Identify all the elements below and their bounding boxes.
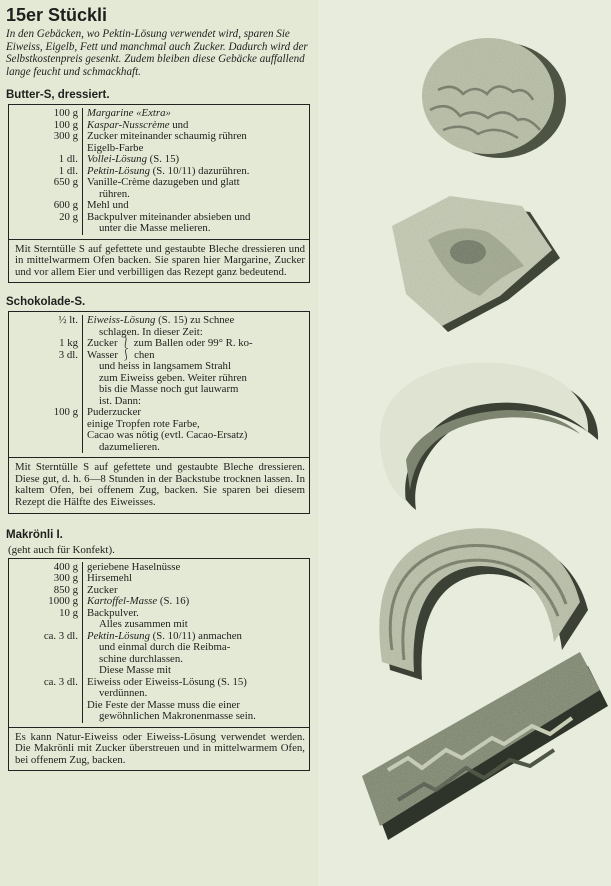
quantity <box>9 361 78 373</box>
quantity <box>9 373 78 385</box>
quantity <box>9 223 78 235</box>
instruction-text: Kartoffel-Masse <box>87 595 158 608</box>
instruction-text: unter die Masse melieren. <box>99 222 211 234</box>
quantity <box>9 442 78 454</box>
recipe-heading: Butter-S, dressiert. <box>6 89 110 101</box>
quantity: 100 g <box>53 118 78 131</box>
instruction-text: bis die Masse noch gut lauwarm <box>99 383 239 396</box>
ingredient-table <box>9 105 309 240</box>
quantity <box>9 430 78 442</box>
triangle-cookie <box>392 196 560 332</box>
quantity: 850 g <box>53 583 78 596</box>
intro-text: In den Gebäcken, wo Pektin-Lösung verwendet wird, sparen Sie Eiweiss, Eigelb, Fett und manchmal auch Zucker. Dadurch wird der Selbstkostenpreis gesenkt. Zudem bleiben diese Gebäcke auffallend lange feucht und schmackhaft. <box>6 28 308 78</box>
instruction-text: Wasser ⎰ chen <box>87 348 155 361</box>
instruction-text-rest: (S. 10/11) anmachen <box>149 629 242 642</box>
instruction-text: Alles zusammen mit <box>99 618 188 631</box>
instruction-text: zum Eiweiss geben. Weiter rühren <box>99 371 247 384</box>
quantity <box>9 654 78 666</box>
bar-cookie <box>362 652 608 840</box>
instruction-text: schine durchlassen. <box>99 652 183 665</box>
quantity <box>9 688 78 700</box>
quantity-column <box>9 315 83 453</box>
quantity-column <box>9 562 83 723</box>
ingredient-table <box>9 312 309 458</box>
instruction-text: Eigelb-Farbe <box>87 141 144 154</box>
quantity: 650 g <box>53 176 78 188</box>
recipe-note: Es kann Natur-Eiweiss oder Eiweiss-Lösung verwendet werden. Die Makrönli mit Zucker überstreuen und in mittelwarmem Ofen, bei offenem Zug, backen. <box>15 730 305 766</box>
recipe-list <box>6 88 314 771</box>
quantity <box>9 700 78 712</box>
instruction-text: Eiweiss oder Eiweiss-Lösung (S. 15) <box>87 675 247 688</box>
instruction-line <box>87 442 307 454</box>
page-title: 15er Stückli <box>6 5 108 25</box>
instruction-text: Backpulver miteinander absieben und <box>87 210 251 223</box>
instruction-text: Cacao was nötig (evtl. Cacao-Ersatz) <box>87 429 248 442</box>
instruction-text: Puderzucker <box>87 406 141 419</box>
instruction-text: Mehl und <box>87 199 129 211</box>
instruction-text: Backpulver. <box>87 606 139 619</box>
quantity: 300 g <box>53 130 78 142</box>
quantity: 100 g <box>53 406 78 419</box>
instruction-text: verdünnen. <box>99 687 148 700</box>
instruction-text: Kaspar-Nusscrème <box>87 118 170 131</box>
instruction-text: schlagen. In dieser Zeit: <box>99 325 203 338</box>
recipe-heading: Schokolade-S. <box>6 296 86 309</box>
quantity: ca. 3 dl. <box>43 675 78 688</box>
instruction-text: Zucker ⎱ zum Ballen oder 99° R. ko- <box>87 337 253 350</box>
instruction-line <box>87 711 307 723</box>
quantity: 3 dl. <box>58 348 78 361</box>
quantity: 10 g <box>59 606 78 619</box>
recipe-note: Mit Sterntülle S auf gefettete und gestaubte Bleche dressieren. Diese gut, d. h. 6—8 Stunden in der Backstube trocknen lassen. In kaltem Ofen, bei offenem Zug, backen. Sie sparen bei diesem Rezept die Hälfte des Eiweisses. <box>15 461 305 509</box>
instruction-text: Eiweiss-Lösung <box>87 314 156 327</box>
instruction-text: Vanille-Crème dazugeben und glatt <box>87 176 240 188</box>
quantity: 400 g <box>53 560 78 573</box>
instruction-text-rest: (S. 16) <box>157 595 190 608</box>
instruction-text: Diese Masse mit <box>99 664 171 677</box>
photo-column <box>318 0 611 886</box>
instruction-line <box>87 573 307 585</box>
instruction-text-rest: (S. 10/11) dazurühren. <box>149 164 250 177</box>
instruction-text: Hirsemehl <box>87 572 132 585</box>
instruction-text: gewöhnlichen Makronenmasse sein. <box>99 710 256 723</box>
quantity-column <box>9 108 83 235</box>
instruction-text: und heiss in langsamem Strahl <box>99 360 231 373</box>
instruction-text-rest: und <box>169 118 189 131</box>
recipe-note: Mit Sterntülle S auf gefettete und gestaubte Bleche dressieren und in mittelwarmem Ofen backen. Sie sparen hier Margarine, Zucker und vor allem Eier und verbilligen das Rezept ganz bedeutend. <box>15 242 305 278</box>
quantity <box>9 619 78 631</box>
instruction-text: Pektin-Lösung <box>87 629 150 642</box>
recipe-box <box>8 311 310 513</box>
quantity: 600 g <box>53 199 78 211</box>
recipe-box <box>8 558 310 772</box>
instruction-text: Margarine «Extra» <box>87 107 171 119</box>
quantity: 1 kg <box>59 337 78 350</box>
instruction-text: geriebene Haselnüsse <box>87 560 181 573</box>
recipe-heading: Makrönli I. <box>6 528 63 541</box>
instruction-text: Die Feste der Masse muss die einer <box>87 698 240 711</box>
quantity: 300 g <box>53 572 78 585</box>
crescent-cookie <box>380 363 598 510</box>
instruction-line <box>87 223 307 235</box>
recipe-box <box>8 104 310 283</box>
instruction-text: rühren. <box>99 187 130 200</box>
instruction-text: einige Tropfen rote Farbe, <box>87 417 200 430</box>
instruction-text: ist. Dann: <box>99 394 141 407</box>
instruction-text: Zucker miteinander schaumig rühren <box>87 130 247 142</box>
instruction-column <box>83 562 307 723</box>
instruction-text-rest: (S. 15) zu Schnee <box>155 314 235 327</box>
quantity: 20 g <box>59 210 78 223</box>
quantity: 1 dl. <box>58 164 78 177</box>
cookie-photo <box>318 0 611 886</box>
quantity <box>9 665 78 677</box>
quantity <box>9 711 78 723</box>
text-column <box>6 4 314 771</box>
instruction-text: Zucker <box>87 583 118 596</box>
quantity: 100 g <box>53 107 78 119</box>
recipe-subheading: (geht auch für Konfekt). <box>8 543 115 556</box>
quantity: ½ lt. <box>58 314 78 327</box>
instruction-column <box>83 315 307 453</box>
instruction-text: Pektin-Lösung <box>87 164 150 177</box>
quantity <box>9 419 78 431</box>
instruction-text: Vollei-Lösung <box>87 153 147 165</box>
instruction-text-rest: (S. 15) <box>146 153 180 165</box>
quantity: 1000 g <box>48 595 78 608</box>
round-cookie <box>422 38 566 158</box>
instruction-text: und einmal durch die Reibma- <box>99 641 231 654</box>
quantity: 1 dl. <box>58 153 78 165</box>
quantity: ca. 3 dl. <box>43 629 78 642</box>
quantity <box>9 384 78 396</box>
ingredient-table <box>9 559 309 728</box>
instruction-column <box>83 108 307 235</box>
instruction-text: dazumelieren. <box>99 440 160 453</box>
horseshoe-cookie <box>379 528 588 680</box>
quantity <box>9 642 78 654</box>
